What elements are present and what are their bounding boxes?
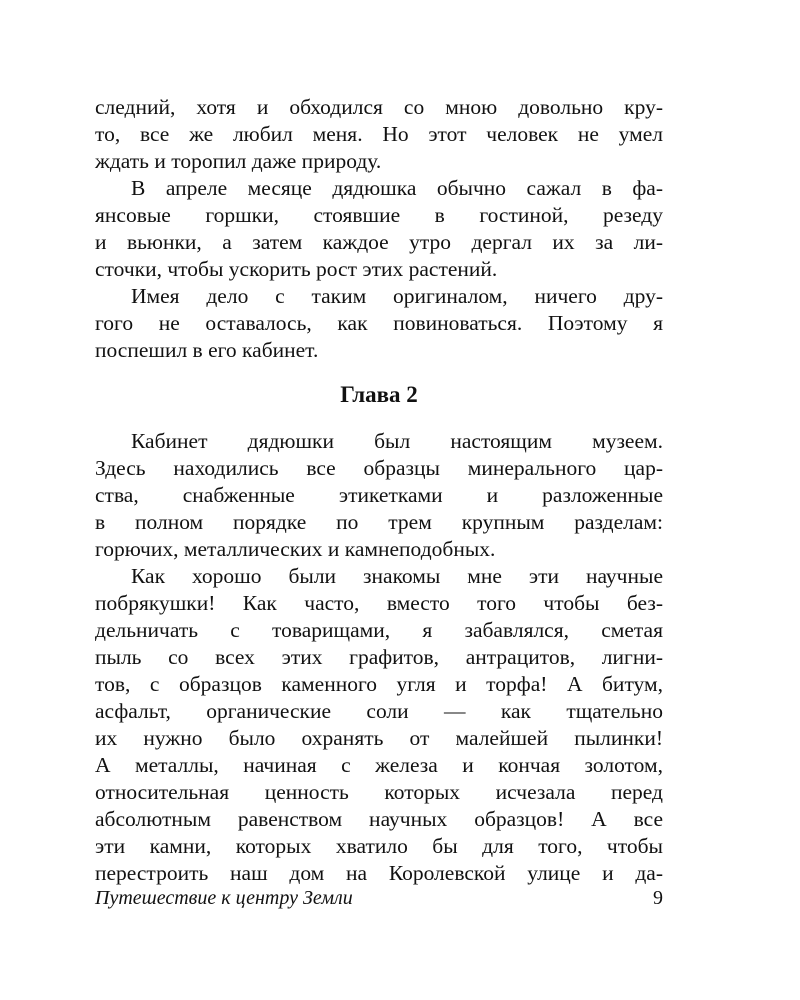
text-line: Имея дело с таким оригиналом, ничего дру- bbox=[131, 284, 663, 308]
top-text-block bbox=[95, 94, 663, 364]
text-line: сточки, чтобы ускорить рост этих растений. bbox=[95, 257, 498, 281]
text-line: то, все же любил меня. Но этот человек не умел bbox=[95, 122, 663, 146]
text-line: относительная ценность которых исчезала перед bbox=[95, 780, 663, 804]
body-text-block bbox=[95, 428, 663, 887]
text-line: эти камни, которых хватило бы для того, чтобы bbox=[95, 834, 663, 858]
text-line: дельничать с товарищами, я забавлялся, сметая bbox=[95, 618, 663, 642]
text-line: асфальт, органические соли — как тщательно bbox=[95, 699, 663, 723]
text-line: горючих, металлических и камнеподобных. bbox=[95, 537, 496, 561]
running-title: Путешествие к центру Земли bbox=[95, 887, 353, 909]
text-line: и вьюнки, а затем каждое утро дергал их за ли- bbox=[95, 230, 663, 254]
text-line: ждать и торопил даже природу. bbox=[95, 149, 382, 173]
text-line: побрякушки! Как часто, вместо того чтобы без- bbox=[95, 591, 663, 615]
page-number: 9 bbox=[653, 887, 663, 909]
text-line: ства, снабженные этикетками и разложенные bbox=[95, 483, 663, 507]
text-line: А металлы, начиная с железа и кончая золотом, bbox=[95, 753, 663, 777]
text-line: Кабинет дядюшки был настоящим музеем. bbox=[131, 429, 663, 453]
text-line: пыль со всех этих графитов, антрацитов, лигни- bbox=[95, 645, 663, 669]
text-line: поспешил в его кабинет. bbox=[95, 338, 319, 362]
page-footer bbox=[95, 884, 663, 912]
text-line: Как хорошо были знакомы мне эти научные bbox=[131, 564, 663, 588]
text-line: их нужно было охранять от малейшей пылинки! bbox=[95, 726, 663, 750]
text-line: Здесь находились все образцы минерального цар- bbox=[95, 456, 663, 480]
text-line: В апреле месяце дядюшка обычно сажал в фа- bbox=[131, 176, 663, 200]
text-line: перестроить наш дом на Королевской улице и да- bbox=[95, 861, 663, 885]
text-line: янсовые горшки, стоявшие в гостиной, резеду bbox=[95, 203, 663, 227]
text-line: следний, хотя и обходился со мною довольно кру- bbox=[95, 95, 663, 119]
text-line: гого не оставалось, как повиноваться. Поэтому я bbox=[95, 311, 663, 335]
chapter-heading: Глава 2 bbox=[340, 382, 418, 407]
text-line: абсолютным равенством научных образцов! А все bbox=[95, 807, 663, 831]
text-line: в полном порядке по трем крупным разделам: bbox=[95, 510, 663, 534]
text-line: тов, с образцов каменного угля и торфа! А битум, bbox=[95, 672, 663, 696]
